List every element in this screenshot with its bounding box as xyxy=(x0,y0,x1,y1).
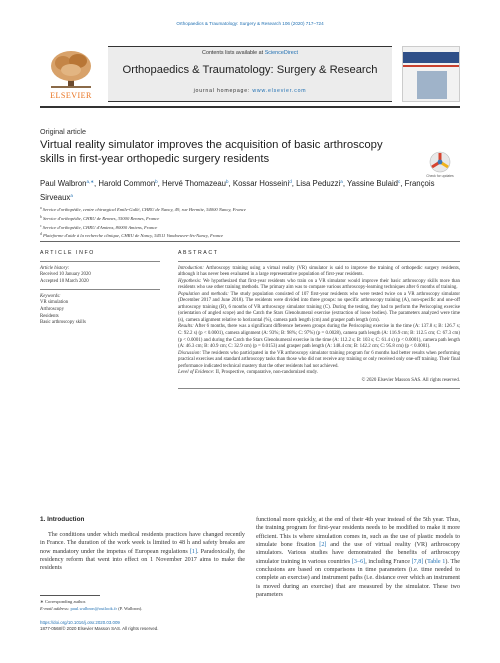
elsevier-tree-icon xyxy=(46,48,96,90)
citation-link[interactable]: [1] xyxy=(189,548,198,555)
body-text-run: functional more quickly, at the end of their 4th year instead of the 5th year. Thus, the training program for first-year residents needs to be modified to make it more efficient. This is where simulation comes in, such as the use of plastic models to simulate bone fixation xyxy=(256,517,460,549)
abstract-bottom-rule xyxy=(178,388,460,389)
abstract-section-label: Discussion: xyxy=(178,350,202,356)
affiliation xyxy=(40,223,460,232)
keywords-label: Keywords: xyxy=(40,293,61,299)
corresponding-author-note: ∗ Corresponding author. xyxy=(40,599,87,604)
author-affiliation-mark: a xyxy=(340,179,343,184)
author-affiliation-mark: b xyxy=(226,179,229,184)
author-name: Paul Walbron xyxy=(40,179,87,188)
author-name: Hervé Thomazeau xyxy=(162,179,227,188)
author-affiliation-mark: c xyxy=(398,179,401,184)
cover-title-band xyxy=(403,52,459,63)
author[interactable] xyxy=(347,179,400,188)
email-label: E-mail address: xyxy=(40,605,70,611)
journal-name[interactable]: Orthopaedics & Traumatology: Surgery & Research xyxy=(122,64,378,76)
cover-image xyxy=(417,71,447,99)
journal-citation[interactable]: Orthopaedics & Traumatology: Surgery & Research 106 (2020) 717–724 xyxy=(176,21,324,26)
article-info-rule xyxy=(40,261,160,262)
received-date: Received 10 January 2020 xyxy=(40,272,91,278)
doi-block xyxy=(40,620,245,633)
introduction-heading: 1. Introduction xyxy=(40,516,85,523)
citation-link[interactable]: [7,8] xyxy=(411,558,424,565)
email-note xyxy=(40,606,245,613)
journal-homepage-line xyxy=(108,88,392,94)
header-divider xyxy=(40,106,460,108)
affiliation-mark: c xyxy=(40,223,42,228)
body-text-run: . Paradoxically, the residency reform that went into effect on 1 November 2017 aims to make the residents xyxy=(40,548,245,572)
body-text-run: The conditions under which medical residents practices have changed recently in France. The duration of the work week is limited to 48 h and safety breaks are now mandatory under the impetus of European regulations xyxy=(40,532,245,555)
affiliation xyxy=(40,214,460,223)
keywords-rule xyxy=(40,289,160,290)
abstract-paragraph xyxy=(178,279,460,292)
issn-copyright: 1877-0568/© 2020 Elsevier Masson SAS. All rights reserved. xyxy=(40,626,159,632)
elsevier-logo[interactable] xyxy=(40,46,102,102)
abstract-section-text: The residents who participated in the VR arthroscopy simulator training program for 6 months had better results when performing practical exercises and standard arthroscopy tasks than those who did not receive any training or only received only one-off training. Their final performance indicated technical mastery that the other residents had not achieved. xyxy=(178,350,460,369)
abstract-section-label: Introduction: xyxy=(178,265,204,271)
introduction-paragraph xyxy=(40,531,245,573)
abstract-section-label: Population and methods: xyxy=(178,291,229,297)
author-name: Harold Common xyxy=(98,179,156,188)
author[interactable] xyxy=(40,179,94,188)
author[interactable] xyxy=(162,179,229,188)
author-name: François Sirveaux xyxy=(40,179,435,202)
body-right-column xyxy=(256,516,460,599)
affiliation-text: Service d'orthopédie, CHRU de Rennes, 35000 Rennes, France xyxy=(42,215,160,221)
abstract-section-label: Hypothesis: xyxy=(178,278,202,284)
homepage-prefix: journal homepage: xyxy=(193,88,251,94)
journal-header xyxy=(40,46,460,102)
article-title: Virtual reality simulator improves the acquisition of basic arthroscopy skills in first-year orthopedic surgery residents xyxy=(40,139,383,165)
affiliation xyxy=(40,205,460,214)
article-info-heading: ARTICLE INFO xyxy=(40,250,95,256)
abstract-column xyxy=(178,250,460,389)
article-history xyxy=(40,266,160,286)
body-text-run: , including France xyxy=(365,558,412,565)
citation-link[interactable]: [2] xyxy=(319,542,327,549)
abstract-section-text: The study population consisted of 107 first-year residents who were tested twice on a VR arthroscopy simulator (December 2017 and June 2018). The residents were divided into three groups: no specific arthroscopy training (A), non-specific and one-off arthroscopy training (B), 6 months of VR arthroscopy simulator training (C). During the testing, they had to perform the Periscoping exercise (orientation of angled scope) and the Catch the Stars Glenohumeral exercise (extraction of loose bodies). The parameters analyzed were time (s), camera alignment relative to horizontal (%), camera path length (cm) and grasper path length (cm). xyxy=(178,291,460,323)
author[interactable] xyxy=(296,179,343,188)
abstract-heading: ABSTRACT xyxy=(178,250,219,256)
keyword: Arthroscopy xyxy=(40,306,64,312)
contents-banner xyxy=(108,46,392,102)
author-name: Lisa Peduzzi xyxy=(296,179,341,188)
citation-link[interactable]: [3–6] xyxy=(351,558,366,565)
email-link[interactable]: paul.walbron@outlook.fr xyxy=(70,605,118,611)
author-affiliation-mark: a xyxy=(70,193,73,198)
author-affiliation-mark: d xyxy=(289,179,292,184)
keyword: Basic arthroscopy skills xyxy=(40,320,86,326)
citation-link[interactable]: Table 1 xyxy=(427,558,446,565)
abstract-section-text: After 6 months, there was a significant difference between groups during the Periscoping exercise in the time (A: 137.8 s; B: 126.7 s; C: 92.2 s) (p < 0.0001), camera alignment (A: 93%; B: 98%; C: 97%) (p = 0.0028), camera path length (A: 116.9 cm; B: 112.5 cm; C: 67.3 cm) (p < 0.0001) and during the Catch the Stars Glenohumeral exercise in the time (A: 112.2 s; B: 103 s; C: 61.4 s) (p < 0.0001), camera path length (A: 46.3 cm; B: 40.9 cm; C: 32.9 cm) (p = 0.0153) and grasper path length (A: 148.4 cm; B: 142.2 cm; C: 95.8 cm) (p < 0.0001). xyxy=(178,324,461,350)
abstract-section-text: We hypothesized that first-year residents who train on a VR simulator would improve their basic arthroscopy skills more than residents who use other training methods. The primary aim was to compare various arthroscopy-learning techniques after 6 months of training. xyxy=(178,278,460,291)
author-list: Paul Walbron$^{a,∗}$, Harold Common$^b$, Hervé Thomazeau$^b$, Kossar Hosseini$^d$, Lisa Peduzzi$^a$, Yassine Bulaid$^c$, François Sirveaux$^a$ xyxy=(40,179,435,202)
affiliation-text: Plateforme d'aide à la recherche clinique, CHRU de Nancy, 54511 Vandoeuvre-lès-Nancy, France xyxy=(42,233,224,239)
crossmark-icon xyxy=(423,150,457,174)
affiliation-text: Service d'orthopédie, centre chirurgical Emile-Gallé, CHRU de Nancy, 49, rue Hermite, 54000 Nancy, France xyxy=(42,207,246,212)
abstract-paragraph xyxy=(178,351,460,371)
author-affiliation-mark: a,∗ xyxy=(86,179,95,184)
introduction-paragraph-continued xyxy=(256,516,460,599)
affiliation-text: Service d'orthopédie, CHRU d'Amiens, 80000 Amiens, France xyxy=(42,224,158,230)
abstract-section-label: Level of Evidence: xyxy=(178,370,215,376)
author[interactable] xyxy=(98,179,157,188)
affiliation-mark: a xyxy=(40,206,42,210)
keywords-block xyxy=(40,294,160,327)
body-text-run: and the use of virtual reality (VR) arthroscopy simulators. Various studies have demonstrated the benefits of arthroscopy simulator training in various countries xyxy=(256,542,460,565)
crossmark-label: Check for updates xyxy=(426,174,454,178)
abstract-copyright: © 2020 Elsevier Masson SAS. All rights reserved. xyxy=(361,377,460,383)
affiliation xyxy=(40,231,460,240)
author[interactable] xyxy=(233,179,292,188)
section-divider xyxy=(40,241,460,242)
body-text-run: ). The conclusions are based on comparisons in time parameters (i.e. time needed to complete an exercise) and instrument paths (i.e. distance over which an instrument is moved during an exercise) that are measured by the simulator. These two parameters xyxy=(256,558,460,599)
history-label: Article history: xyxy=(40,265,70,271)
email-suffix: (P. Walbron). xyxy=(118,605,143,611)
contents-available-line xyxy=(108,50,392,56)
abstract-body xyxy=(178,266,460,385)
footnote-rule xyxy=(40,595,100,596)
affiliation-mark: b xyxy=(40,214,42,219)
keyword: VR simulation xyxy=(40,300,69,306)
affiliation-list xyxy=(40,205,460,240)
keyword: Residents xyxy=(40,313,59,319)
author-name: Yassine Bulaid xyxy=(347,179,399,188)
article-info-column xyxy=(40,250,160,327)
abstract-section-text: Arthroscopy training using a virtual reality (VR) simulator is said to improve the training of orthopedic surgery residents, although it has never been evaluated in a large representative population of first-year residents. xyxy=(178,265,461,278)
sciencedirect-link[interactable]: ScienceDirect xyxy=(264,50,298,56)
homepage-link[interactable]: www.elsevier.com xyxy=(252,88,307,94)
abstract-section-label: Results: xyxy=(178,324,194,330)
abstract-paragraph xyxy=(178,324,460,350)
abstract-paragraphs xyxy=(178,266,460,377)
accepted-date: Accepted 10 March 2020 xyxy=(40,278,89,284)
abstract-rule xyxy=(178,261,460,262)
contents-prefix: Contents lists available at xyxy=(202,50,264,56)
journal-cover-thumbnail[interactable] xyxy=(402,46,460,102)
abstract-section-text: II, Prospective, comparative, non-randomized study. xyxy=(215,370,318,376)
keywords-list xyxy=(40,300,160,326)
footnotes xyxy=(40,599,245,612)
abstract-paragraph xyxy=(178,370,460,377)
elsevier-wordmark: ELSEVIER xyxy=(50,91,92,100)
body-text-run: ( xyxy=(423,558,428,565)
body-left-column xyxy=(40,516,245,573)
article-type: Original article xyxy=(40,127,86,136)
author-affiliation-mark: b xyxy=(155,179,158,184)
abstract-paragraph xyxy=(178,292,460,325)
abstract-paragraph xyxy=(178,266,460,279)
affiliation-mark: d xyxy=(40,232,42,237)
doi-link[interactable]: https://doi.org/10.1016/j.otsr.2020.03.009 xyxy=(40,620,120,625)
cover-accent-stripe xyxy=(403,65,459,67)
author-name: Kossar Hosseini xyxy=(232,179,290,188)
